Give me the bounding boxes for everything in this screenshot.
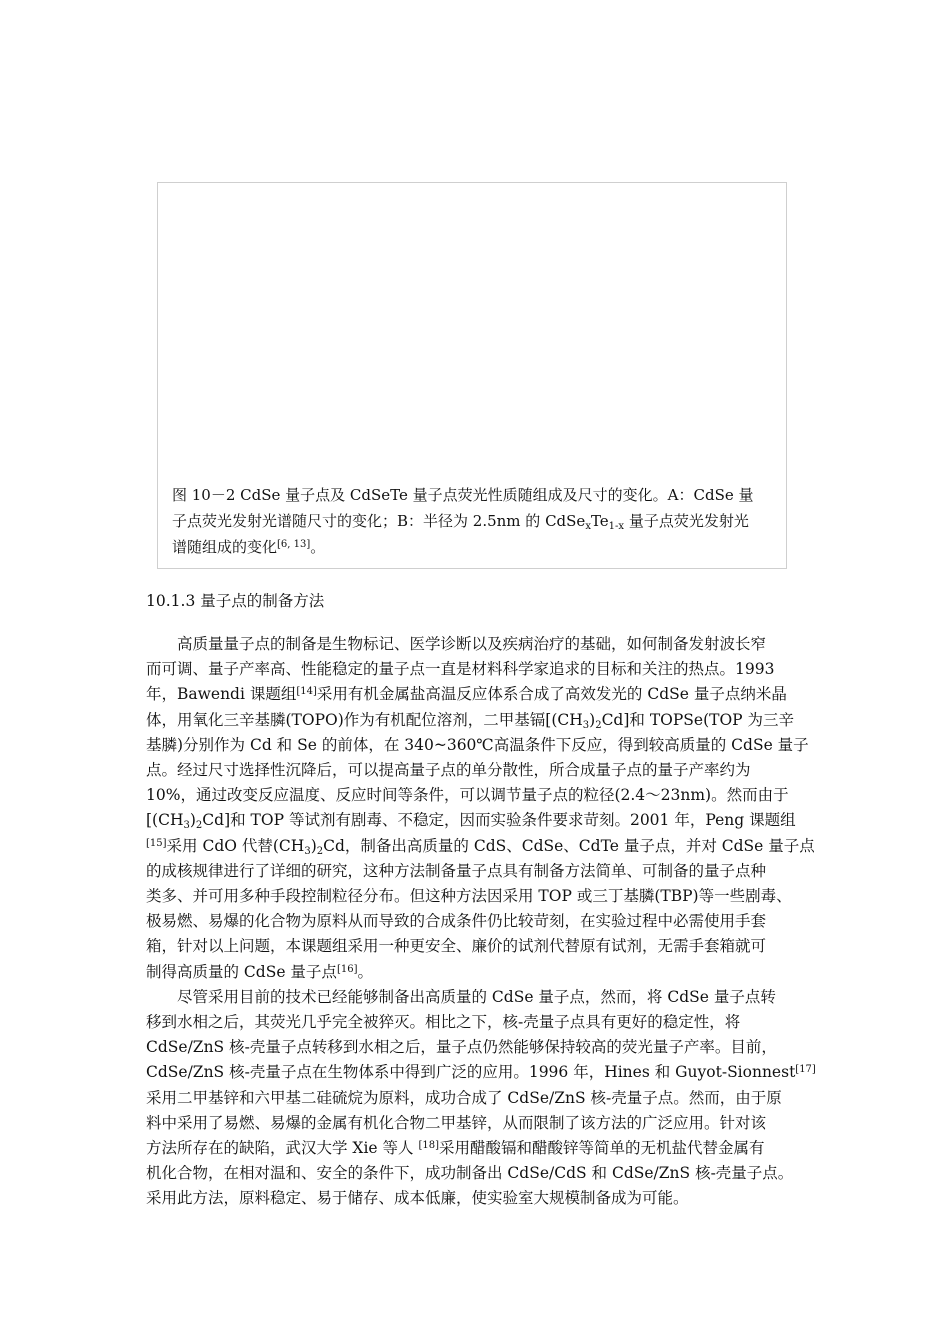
text-line: CdSe/ZnS 核-壳量子点转移到水相之后，量子点仍然能够保持较高的荧光量子产率。目前， bbox=[146, 1038, 777, 1057]
text-span: 采用 CdO 代替(CH bbox=[166, 836, 305, 855]
caption-text: 图 10－2 CdSe 量子点及 CdSeTe 量子点荧光性质随组成及尺寸的变化。A：CdSe 量 bbox=[172, 486, 754, 504]
text-line: 点。经过尺寸选择性沉降后，可以提高量子点的单分散性，所合成量子点的量子产率约为 bbox=[146, 761, 751, 780]
text-span: 方法所存在的缺陷，武汉大学 Xie 等人 bbox=[146, 1139, 419, 1158]
section-heading: 10.1.3 量子点的制备方法 bbox=[146, 592, 325, 610]
text-line: 高质量量子点的制备是生物标记、医学诊断以及疾病治疗的基础，如何制备发射波长窄 bbox=[146, 635, 767, 653]
caption-text: 。 bbox=[310, 538, 326, 556]
text-span: 。 bbox=[357, 962, 373, 981]
text-span: 制得高质量的 CdSe 量子点 bbox=[146, 962, 337, 981]
text-line: 尽管采用目前的技术已经能够制备出高质量的 CdSe 量子点，然而，将 CdSe 量子点转 bbox=[146, 987, 776, 1006]
body-text bbox=[146, 632, 816, 1212]
text-line: 机化合物，在相对温和、安全的条件下，成功制备出 CdSe/CdS 和 CdSe/ZnS 核-壳量子点。 bbox=[146, 1164, 794, 1183]
text-span: ) bbox=[589, 710, 596, 729]
text-line: 采用二甲基锌和六甲基二硅硫烷为原料，成功合成了 CdSe/ZnS 核-壳量子点。然而，由于原 bbox=[146, 1088, 782, 1107]
text-span: ) bbox=[310, 836, 317, 855]
subscript: 3 bbox=[304, 845, 311, 857]
text-line: 箱，针对以上问题，本课题组采用一种更安全、廉价的试剂代替原有试剂，无需手套箱就可 bbox=[146, 937, 767, 956]
text-line: 类多、并可用多种手段控制粒径分布。但这种方法因采用 TOP 或三丁基膦(TBP)等一些剧毒、 bbox=[146, 887, 792, 906]
citation-ref: [18] bbox=[418, 1140, 439, 1152]
subscript: 3 bbox=[582, 719, 590, 731]
caption-text: Te bbox=[590, 512, 609, 530]
subscript: 3 bbox=[183, 820, 190, 832]
text-span: 年，Bawendi 课题组 bbox=[146, 685, 297, 704]
subscript: x bbox=[585, 521, 591, 532]
subscript: 2 bbox=[595, 719, 602, 731]
text-line: 采用此方法，原料稳定、易于储存、成本低廉，使实验室大规模制备成为可能。 bbox=[146, 1189, 689, 1208]
caption-line bbox=[172, 534, 776, 560]
text-line bbox=[146, 1060, 816, 1085]
text-span: Cd]和 TOP 等试剂有剧毒、不稳定，因而实验条件要求苛刻。2001 年，Peng 课题组 bbox=[202, 811, 796, 830]
text-line bbox=[146, 834, 815, 859]
subscript: 2 bbox=[316, 845, 324, 857]
text-line bbox=[146, 682, 809, 707]
caption-text: 谱随组成的变化 bbox=[172, 538, 278, 556]
text-line: 极易燃、易爆的化合物为原料从而导致的合成条件仍比较苛刻，在实验过程中必需使用手套 bbox=[146, 912, 767, 931]
subscript: 1-x bbox=[608, 521, 625, 532]
text-line bbox=[146, 960, 809, 985]
text-line: 的成核规律进行了详细的研究，这种方法制备量子点具有制备方法简单、可制备的量子点种 bbox=[146, 861, 767, 880]
text-span: 采用有机金属盐高温反应体系合成了高效发光的 CdSe 量子点纳米晶 bbox=[316, 685, 787, 704]
citation-ref: [14] bbox=[296, 686, 317, 698]
text-span: ) bbox=[189, 811, 196, 830]
subscript: 2 bbox=[195, 820, 203, 832]
paragraph-1 bbox=[146, 632, 815, 985]
citation-ref: [15] bbox=[146, 837, 167, 849]
caption-line bbox=[172, 482, 776, 508]
paragraph-2 bbox=[146, 985, 816, 1212]
text-line: 基膦)分别作为 Cd 和 Se 的前体，在 340~360℃高温条件下反应，得到较高质量的 CdSe 量子 bbox=[146, 735, 809, 754]
text-line bbox=[146, 708, 809, 733]
text-line: 而可调、量子产率高、性能稳定的量子点一直是材料科学家追求的目标和关注的热点。1993 bbox=[146, 660, 775, 679]
text-span: 体，用氧化三辛基膦(TOPO)作为有机配位溶剂，二甲基镉[(CH bbox=[146, 710, 583, 729]
text-span: Cd]和 TOPSe(TOP 为三辛 bbox=[601, 710, 795, 729]
caption-text: 子点荧光发射光谱随尺寸的变化；B：半径为 2.5nm 的 CdSe bbox=[172, 512, 586, 530]
text-span: 采用醋酸镉和醋酸锌等简单的无机盐代替金属有 bbox=[438, 1139, 765, 1158]
citation-ref: [16] bbox=[336, 963, 358, 975]
text-line: 料中采用了易燃、易爆的金属有机化合物二甲基锌，从而限制了该方法的广泛应用。针对该 bbox=[146, 1113, 767, 1132]
text-span: Cd，制备出高质量的 CdS、CdSe、CdTe 量子点，并对 CdSe 量子点 bbox=[323, 836, 815, 855]
citation-ref: [6, 13] bbox=[277, 539, 311, 550]
text-line: 10%，通过改变反应温度、反应时间等条件，可以调节量子点的粒径(2.4～23nm)。然而由于 bbox=[146, 786, 789, 805]
text-span: CdSe/ZnS 核-壳量子点在生物体系中得到广泛的应用。1996 年，Hines 和 Guyot-Sionnest bbox=[146, 1063, 796, 1082]
caption-line bbox=[172, 508, 776, 534]
citation-ref: [17] bbox=[795, 1064, 816, 1076]
caption-text: 量子点荧光发射光 bbox=[624, 512, 749, 530]
figure-caption bbox=[172, 482, 776, 560]
text-line: 移到水相之后，其荧光几乎完全被猝灭。相比之下，核-壳量子点具有更好的稳定性，将 bbox=[146, 1013, 741, 1032]
text-line bbox=[146, 808, 809, 833]
text-span: [(CH bbox=[146, 811, 184, 830]
text-line bbox=[146, 1136, 809, 1161]
